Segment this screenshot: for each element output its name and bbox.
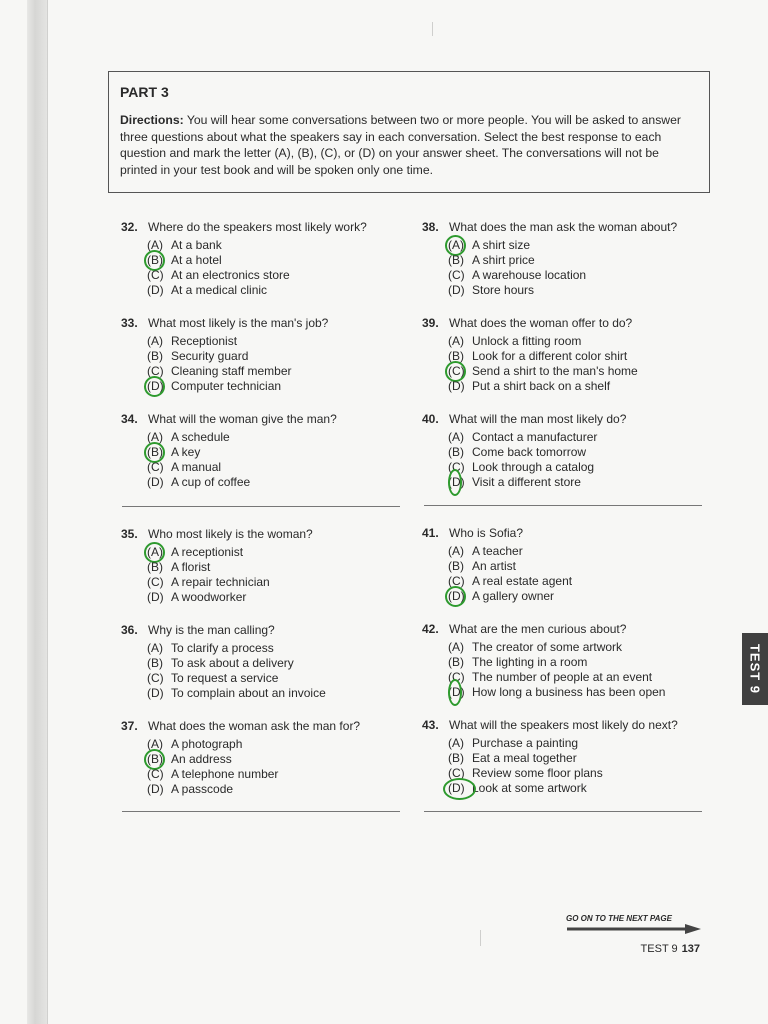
answer-option[interactable] [147,349,411,364]
option-letter: (C) [147,364,164,378]
answer-option[interactable] [448,544,712,559]
question-39 [422,316,712,412]
question-35 [121,527,411,623]
question-stem [121,623,411,637]
answer-options [121,238,411,298]
question-stem [121,527,411,541]
question-number: 41. [422,526,439,540]
answer-options [422,238,712,298]
question-stem [422,412,712,426]
option-text: A cup of coffee [171,475,251,489]
option-letter: (A) [147,430,163,444]
question-number: 33. [121,316,138,330]
option-text: A real estate agent [472,574,573,588]
option-letter: (B) [448,655,464,669]
option-text: A receptionist [171,545,244,559]
question-number: 43. [422,718,439,732]
question-number: 42. [422,622,439,636]
option-text: Send a shirt to the man's home [472,364,638,378]
option-letter: (A) [448,430,464,444]
option-letter: (D) [147,283,164,297]
question-stem [121,316,411,330]
option-letter: (C) [147,460,164,474]
answer-options [422,334,712,394]
answer-option[interactable] [448,781,712,796]
answer-options [121,641,411,701]
option-text: Eat a meal together [472,751,577,765]
option-letter: (B) [147,349,163,363]
group-divider [122,506,400,507]
option-letter: (C) [448,574,465,588]
answer-option[interactable] [448,253,712,268]
option-letter: (C) [448,460,465,474]
option-letter: (A) [448,238,464,252]
option-text: Look at some artwork [472,781,587,795]
question-text: What does the woman ask the man for? [148,719,361,733]
option-text: At a medical clinic [171,283,268,297]
next-page-arrow-icon [567,924,701,934]
question-text: What will the woman give the man? [148,412,337,426]
question-33 [121,316,411,412]
answer-option[interactable] [147,475,411,490]
right-question-column [422,220,712,814]
answer-option[interactable] [147,656,411,671]
question-stem [121,220,411,234]
answer-option[interactable] [147,445,411,460]
answer-option[interactable] [147,752,411,767]
option-letter: (A) [147,641,163,655]
option-text: Visit a different store [472,475,581,489]
answer-option[interactable] [147,253,411,268]
option-letter: (B) [147,752,163,766]
question-34 [121,412,411,508]
option-text: A schedule [171,430,230,444]
next-page-notice: GO ON TO THE NEXT PAGE [566,914,672,923]
directions-label: Directions: [120,113,184,127]
answer-option[interactable] [147,268,411,283]
answer-options [121,737,411,797]
question-37 [121,719,411,815]
option-text: At an electronics store [171,268,290,282]
option-letter: (A) [448,736,464,750]
question-text: What does the woman offer to do? [449,316,633,330]
question-stem [422,718,712,732]
option-text: A passcode [171,782,234,796]
question-42 [422,622,712,718]
answer-option[interactable] [448,655,712,670]
question-32 [121,220,411,316]
answer-option[interactable] [448,574,712,589]
answer-option[interactable] [448,379,712,394]
question-number: 37. [121,719,138,733]
option-text: Purchase a painting [472,736,579,750]
question-text: What does the man ask the woman about? [449,220,678,234]
option-letter: (C) [147,575,164,589]
option-text: How long a business has been open [472,685,666,699]
answer-option[interactable] [147,575,411,590]
option-text: A woodworker [171,590,247,604]
side-tab-label: TEST 9 [747,643,763,695]
option-letter: (C) [147,671,164,685]
option-text: Store hours [472,283,535,297]
option-text: To request a service [171,671,279,685]
answer-option[interactable] [147,590,411,605]
option-text: Unlock a fitting room [472,334,582,348]
option-text: A florist [171,560,211,574]
answer-option[interactable] [448,445,712,460]
question-stem [121,719,411,733]
option-text: A warehouse location [472,268,587,282]
option-letter: (C) [147,268,164,282]
question-stem [422,526,712,540]
option-text: Cleaning staff member [171,364,292,378]
left-question-column [121,220,411,815]
answer-option[interactable] [448,640,712,655]
question-stem [422,622,712,636]
question-text: What are the men curious about? [449,622,627,636]
option-letter: (B) [448,445,464,459]
option-text: The creator of some artwork [472,640,623,654]
option-letter: (A) [147,334,163,348]
option-letter: (D) [448,685,465,699]
answer-circle-mark [445,586,466,607]
option-letter: (A) [448,334,464,348]
question-text: Who most likely is the woman? [148,527,313,541]
answer-option[interactable] [448,475,712,490]
answer-option[interactable] [147,364,411,379]
question-38 [422,220,712,316]
question-36 [121,623,411,719]
answer-option[interactable] [448,268,712,283]
answer-option[interactable] [448,238,712,253]
option-text: Come back tomorrow [472,445,587,459]
question-text: Where do the speakers most likely work? [148,220,367,234]
answer-option[interactable] [147,686,411,701]
option-letter: (D) [147,590,164,604]
question-text: Why is the man calling? [148,623,275,637]
answer-option[interactable] [147,671,411,686]
option-text: An address [171,752,232,766]
option-letter: (A) [147,545,163,559]
option-letter: (C) [448,364,465,378]
page-number: 137 [681,943,700,955]
option-letter: (C) [147,767,164,781]
answer-circle-mark [448,679,462,706]
option-letter: (B) [448,559,464,573]
option-letter: (B) [448,349,464,363]
answer-option[interactable] [448,685,712,700]
question-text: What most likely is the man's job? [148,316,329,330]
option-letter: (D) [147,782,164,796]
answer-option[interactable] [147,545,411,560]
option-text: To ask about a delivery [171,656,294,670]
answer-option[interactable] [147,238,411,253]
option-text: At a bank [171,238,222,252]
answer-option[interactable] [147,460,411,475]
question-43 [422,718,712,814]
option-letter: (A) [147,737,163,751]
option-letter: (B) [448,253,464,267]
option-letter: (A) [147,238,163,252]
answer-options [422,736,712,796]
option-letter: (D) [147,686,164,700]
option-text: Look for a different color shirt [472,349,628,363]
group-divider [424,811,702,812]
answer-option[interactable] [147,767,411,782]
answer-option[interactable] [147,283,411,298]
answer-option[interactable] [448,766,712,781]
option-letter: (B) [147,560,163,574]
option-letter: (D) [147,379,164,393]
option-text: A key [171,445,201,459]
option-letter: (B) [147,656,163,670]
directions-box [108,71,710,193]
option-text: A repair technician [171,575,270,589]
question-text: What will the speakers most likely do next? [449,718,678,732]
page-footer [600,943,700,955]
option-text: Look through a catalog [472,460,595,474]
option-text: An artist [472,559,517,573]
option-letter: (A) [448,640,464,654]
option-text: At a hotel [171,253,222,267]
option-text: The lighting in a room [472,655,588,669]
answer-circle-mark [144,376,165,397]
question-41 [422,526,712,622]
option-letter: (B) [448,751,464,765]
option-letter: (D) [147,475,164,489]
answer-option[interactable] [448,349,712,364]
answer-circle-mark [448,469,462,496]
option-text: To clarify a process [171,641,274,655]
question-text: Who is Sofia? [449,526,524,540]
answer-options [121,334,411,394]
option-text: To complain about an invoice [171,686,326,700]
directions-text [120,112,698,178]
answer-option[interactable] [448,670,712,685]
answer-option[interactable] [448,589,712,604]
scan-mark [432,22,433,36]
answer-option[interactable] [147,430,411,445]
option-text: A shirt price [472,253,535,267]
question-number: 32. [121,220,138,234]
question-stem [422,316,712,330]
question-text: What will the man most likely do? [449,412,627,426]
answer-options [422,640,712,700]
answer-options [422,430,712,490]
answer-option[interactable] [448,430,712,445]
answer-option[interactable] [448,460,712,475]
option-text: Put a shirt back on a shelf [472,379,611,393]
scan-mark [480,930,481,946]
option-letter: (C) [448,670,465,684]
answer-circle-mark [443,778,476,800]
question-stem [121,412,411,426]
option-text: A photograph [171,737,243,751]
test-side-tab [742,633,768,705]
option-text: Contact a manufacturer [472,430,598,444]
answer-option[interactable] [147,379,411,394]
question-number: 40. [422,412,439,426]
option-text: A manual [171,460,222,474]
question-number: 39. [422,316,439,330]
page-edge [47,0,48,1024]
answer-option[interactable] [448,364,712,379]
answer-options [121,430,411,490]
answer-options [422,544,712,604]
answer-option[interactable] [448,334,712,349]
option-letter: (D) [448,283,465,297]
answer-option[interactable] [448,751,712,766]
question-stem [422,220,712,234]
answer-option[interactable] [147,560,411,575]
option-letter: (D) [448,379,465,393]
question-number: 36. [121,623,138,637]
answer-option[interactable] [448,283,712,298]
group-divider [122,811,400,812]
option-letter: (C) [448,268,465,282]
option-letter: (A) [448,544,464,558]
answer-options [121,545,411,605]
option-text: Computer technician [171,379,282,393]
directions-body: You will hear some conversations between two or more people. You will be asked to answer three questions about what the speakers say in each conversation. Select the best response to each question and mark the letter (A), (B), (C), or (D) on your answer sheet. The conversations will not be printed in your test book and will be spoken only one time. [120,113,681,177]
book-binding-shadow [27,0,47,1024]
option-text: A shirt size [472,238,531,252]
option-letter: (D) [448,781,465,795]
option-text: Receptionist [171,334,238,348]
option-text: A teacher [472,544,523,558]
option-text: Review some floor plans [472,766,603,780]
question-number: 35. [121,527,138,541]
option-letter: (B) [147,445,163,459]
option-text: The number of people at an event [472,670,653,684]
question-number: 38. [422,220,439,234]
answer-option[interactable] [448,736,712,751]
answer-option[interactable] [448,559,712,574]
answer-option[interactable] [147,782,411,797]
option-letter: (B) [147,253,163,267]
option-letter: (D) [448,475,465,489]
group-divider [424,505,702,506]
part-title: PART 3 [120,84,169,100]
answer-option[interactable] [147,334,411,349]
option-letter: (D) [448,589,465,603]
question-number: 34. [121,412,138,426]
option-text: A gallery owner [472,589,555,603]
answer-option[interactable] [147,641,411,656]
option-text: Security guard [171,349,249,363]
question-40 [422,412,712,508]
option-letter: (C) [448,766,465,780]
answer-option[interactable] [147,737,411,752]
option-text: A telephone number [171,767,279,781]
footer-test-label: TEST 9 [640,943,678,955]
